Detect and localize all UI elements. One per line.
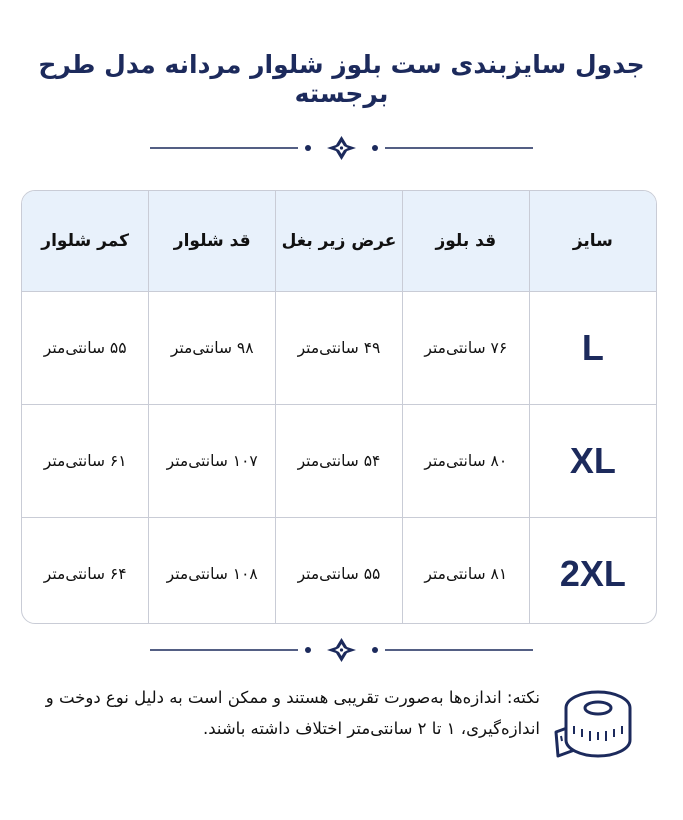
pants-length-cell: ۱۰۷ سانتی‌متر	[149, 405, 276, 518]
size-table	[21, 190, 657, 624]
table-row	[22, 518, 656, 625]
size-cell: L	[529, 292, 656, 405]
header-waist: کمر شلوار	[22, 191, 149, 292]
size-cell: 2XL	[529, 518, 656, 625]
ornament-divider-top	[150, 136, 533, 160]
chest-width-cell: ۵۵ سانتی‌متر	[276, 518, 403, 625]
blouse-length-cell: ۷۶ سانتی‌متر	[402, 292, 529, 405]
measuring-tape-icon	[548, 680, 638, 770]
size-cell: XL	[529, 405, 656, 518]
blouse-length-cell: ۸۱ سانتی‌متر	[402, 518, 529, 625]
header-chest-width: عرض زیر بغل	[276, 191, 403, 292]
header-size: سایز	[529, 191, 656, 292]
note-text: نکته: اندازه‌ها به‌صورت تقریبی هستند و ممکن است به دلیل نوع دوخت و اندازه‌گیری، ۱ تا ۲ سانتی‌متر اختلاف داشته باشند.	[45, 688, 540, 738]
chest-width-cell: ۵۴ سانتی‌متر	[276, 405, 403, 518]
page-title: جدول سایزبندی ست بلوز شلوار مردانه مدل طرح برجسته	[38, 50, 645, 108]
waist-cell: ۶۱ سانتی‌متر	[22, 405, 149, 518]
waist-cell: ۵۵ سانتی‌متر	[22, 292, 149, 405]
table-header-row	[22, 191, 656, 292]
waist-cell: ۶۴ سانتی‌متر	[22, 518, 149, 625]
ornament-divider-bottom	[150, 638, 533, 662]
pants-length-cell: ۱۰۸ سانتی‌متر	[149, 518, 276, 625]
chest-width-cell: ۴۹ سانتی‌متر	[276, 292, 403, 405]
pants-length-cell: ۹۸ سانتی‌متر	[149, 292, 276, 405]
header-blouse-length: قد بلوز	[402, 191, 529, 292]
blouse-length-cell: ۸۰ سانتی‌متر	[402, 405, 529, 518]
header-pants-length: قد شلوار	[149, 191, 276, 292]
table-row	[22, 292, 656, 405]
table-row	[22, 405, 656, 518]
